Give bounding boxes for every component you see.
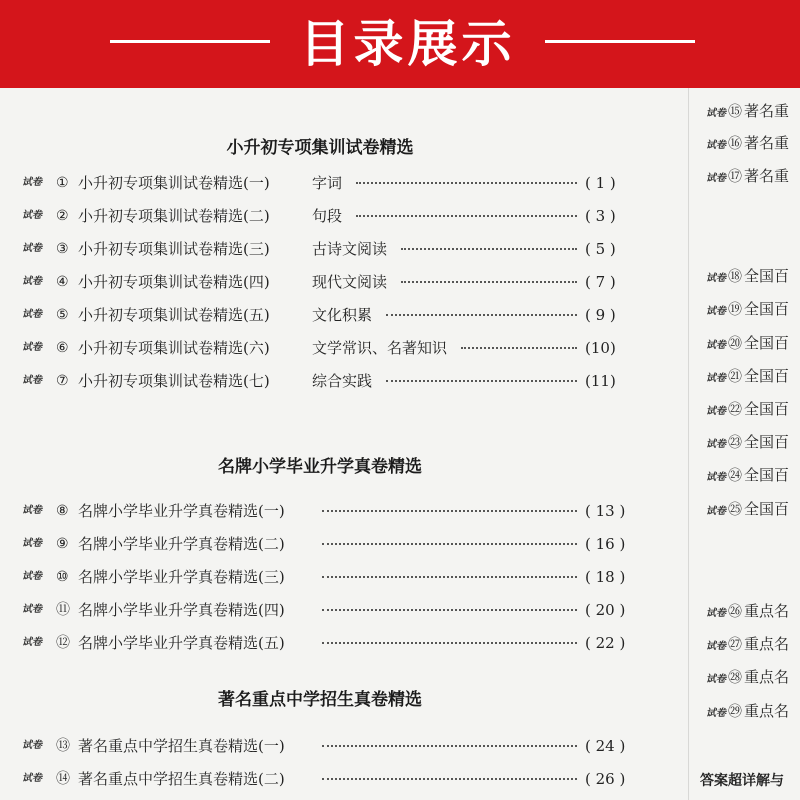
toc-entry-partial[interactable] xyxy=(706,332,789,354)
exam-tag: 试卷 xyxy=(706,173,726,184)
page-number: ( 9 ) xyxy=(585,306,616,324)
toc-entry[interactable] xyxy=(22,735,632,757)
exam-tag: 试卷 xyxy=(706,306,726,317)
exam-tag: 试卷 xyxy=(22,309,42,320)
entry-title: 著名重点中学招生真卷精选(二) xyxy=(78,770,285,788)
toc-entry[interactable] xyxy=(22,370,632,392)
answers-label: 答案超详解与 xyxy=(700,773,784,789)
toc-entry-partial[interactable] xyxy=(706,132,789,154)
entry-title: 全国百 xyxy=(744,400,790,418)
toc-entry[interactable] xyxy=(22,632,632,654)
entry-title: 重点名 xyxy=(744,702,790,720)
exam-number: ㉓ xyxy=(728,435,742,451)
page-number: ( 13 ) xyxy=(585,502,626,520)
exam-number: ④ xyxy=(56,274,69,290)
page-number: (11) xyxy=(585,372,616,390)
page-number: ( 1 ) xyxy=(585,174,616,192)
page-number: ( 26 ) xyxy=(585,770,626,788)
toc-entry-partial[interactable] xyxy=(706,398,789,420)
dot-leader xyxy=(356,215,577,217)
toc-entry[interactable] xyxy=(22,768,632,790)
entry-title: 全国百 xyxy=(744,334,790,352)
column-divider xyxy=(688,88,689,800)
toc-entry-partial[interactable] xyxy=(706,498,789,520)
exam-tag: 试卷 xyxy=(706,472,726,483)
page-number: ( 18 ) xyxy=(585,568,626,586)
exam-tag: 试卷 xyxy=(22,637,42,648)
entry-title: 全国百 xyxy=(744,267,790,285)
entry-title: 著名重点中学招生真卷精选(一) xyxy=(78,737,285,755)
exam-number: ⑰ xyxy=(728,169,742,185)
toc-entry[interactable] xyxy=(22,533,632,555)
entry-title: 全国百 xyxy=(744,367,790,385)
entry-topic: 现代文阅读 xyxy=(312,273,388,291)
exam-tag: 试卷 xyxy=(22,243,42,254)
exam-tag: 试卷 xyxy=(706,674,726,685)
entry-title: 名牌小学毕业升学真卷精选(四) xyxy=(78,601,285,619)
toc-entry[interactable] xyxy=(22,271,632,293)
exam-tag: 试卷 xyxy=(22,538,42,549)
exam-number: ⑮ xyxy=(728,104,742,120)
entry-title: 全国百 xyxy=(744,500,790,518)
section-title: 著名重点中学招生真卷精选 xyxy=(218,690,422,710)
toc-entry-partial[interactable] xyxy=(706,633,789,655)
entry-title: 小升初专项集训试卷精选(五) xyxy=(78,306,270,324)
entry-topic: 文学常识、名著知识 xyxy=(312,339,448,357)
entry-title: 名牌小学毕业升学真卷精选(五) xyxy=(78,634,285,652)
exam-number: ㉑ xyxy=(728,369,742,385)
dot-leader xyxy=(356,182,577,184)
exam-number: ㉘ xyxy=(728,670,742,686)
page-number: ( 20 ) xyxy=(585,601,626,619)
exam-tag: 试卷 xyxy=(22,276,42,287)
exam-tag: 试卷 xyxy=(22,740,42,751)
page-number: ( 3 ) xyxy=(585,207,616,225)
exam-number: ⑦ xyxy=(56,373,69,389)
header-banner xyxy=(0,0,800,88)
entry-title: 著名重 xyxy=(744,102,790,120)
banner-right-line xyxy=(545,40,695,43)
toc-entry[interactable] xyxy=(22,205,632,227)
dot-leader xyxy=(322,609,577,611)
exam-tag: 试卷 xyxy=(706,373,726,384)
exam-number: ② xyxy=(56,208,69,224)
toc-entry-partial[interactable] xyxy=(706,265,789,287)
dot-leader xyxy=(322,778,577,780)
entry-title: 名牌小学毕业升学真卷精选(二) xyxy=(78,535,285,553)
entry-title: 小升初专项集训试卷精选(一) xyxy=(78,174,270,192)
entry-title: 小升初专项集训试卷精选(二) xyxy=(78,207,270,225)
exam-number: ⑨ xyxy=(56,536,69,552)
page-number: ( 24 ) xyxy=(585,737,626,755)
exam-tag: 试卷 xyxy=(22,210,42,221)
exam-number: ㉕ xyxy=(728,502,742,518)
dot-leader xyxy=(322,642,577,644)
dot-leader xyxy=(401,281,577,283)
toc-entry-partial[interactable] xyxy=(706,298,789,320)
exam-number: ⑥ xyxy=(56,340,69,356)
exam-number: ⑩ xyxy=(56,569,69,585)
page-number: ( 5 ) xyxy=(585,240,616,258)
toc-entry[interactable] xyxy=(22,337,632,359)
entry-title: 全国百 xyxy=(744,433,790,451)
exam-number: ⑬ xyxy=(56,738,70,754)
entry-title: 名牌小学毕业升学真卷精选(三) xyxy=(78,568,285,586)
exam-number: ③ xyxy=(56,241,69,257)
toc-entry[interactable] xyxy=(22,599,632,621)
entry-title: 重点名 xyxy=(744,635,790,653)
exam-tag: 试卷 xyxy=(706,708,726,719)
entry-topic: 古诗文阅读 xyxy=(312,240,388,258)
exam-number: ⑤ xyxy=(56,307,69,323)
dot-leader xyxy=(401,248,577,250)
entry-title: 小升初专项集训试卷精选(三) xyxy=(78,240,270,258)
exam-tag: 试卷 xyxy=(706,506,726,517)
toc-entry[interactable] xyxy=(22,172,632,194)
entry-title: 著名重 xyxy=(744,134,790,152)
exam-number: ⑧ xyxy=(56,503,69,519)
exam-number: ㉔ xyxy=(728,468,742,484)
entry-title: 小升初专项集训试卷精选(六) xyxy=(78,339,270,357)
exam-tag: 试卷 xyxy=(22,571,42,582)
exam-number: ㉖ xyxy=(728,604,742,620)
exam-number: ⑭ xyxy=(56,771,70,787)
page-number: ( 16 ) xyxy=(585,535,626,553)
toc-entry-partial[interactable] xyxy=(706,365,789,387)
exam-number: ⑲ xyxy=(728,302,742,318)
exam-number: ⑪ xyxy=(56,602,70,618)
toc-entry-partial[interactable] xyxy=(706,165,789,187)
entry-title: 小升初专项集训试卷精选(七) xyxy=(78,372,270,390)
exam-tag: 试卷 xyxy=(22,342,42,353)
entry-title: 全国百 xyxy=(744,466,790,484)
dot-leader xyxy=(322,510,577,512)
toc-entry[interactable] xyxy=(22,304,632,326)
exam-tag: 试卷 xyxy=(22,375,42,386)
toc-entry-partial[interactable] xyxy=(706,600,789,622)
page-number: (10) xyxy=(585,339,616,357)
page-number: ( 22 ) xyxy=(585,634,626,652)
dot-leader xyxy=(386,380,577,382)
section-title: 小升初专项集训试卷精选 xyxy=(226,138,414,158)
exam-number: ⑯ xyxy=(728,136,742,152)
dot-leader xyxy=(386,314,577,316)
exam-number: ⑳ xyxy=(728,336,742,352)
dot-leader xyxy=(461,347,577,349)
exam-tag: 试卷 xyxy=(22,177,42,188)
toc-entry-partial[interactable] xyxy=(706,666,789,688)
toc-entry[interactable] xyxy=(22,566,632,588)
dot-leader xyxy=(322,576,577,578)
entry-title: 重点名 xyxy=(744,602,790,620)
exam-number: ㉗ xyxy=(728,637,742,653)
exam-number: ㉒ xyxy=(728,402,742,418)
toc-entry-partial[interactable] xyxy=(706,100,789,122)
toc-entry[interactable] xyxy=(22,500,632,522)
toc-entry[interactable] xyxy=(22,238,632,260)
exam-number: ⑫ xyxy=(56,635,70,651)
exam-tag: 试卷 xyxy=(706,608,726,619)
exam-tag: 试卷 xyxy=(22,505,42,516)
exam-tag: 试卷 xyxy=(706,108,726,119)
exam-tag: 试卷 xyxy=(706,439,726,450)
section-title: 名牌小学毕业升学真卷精选 xyxy=(218,457,422,477)
entry-title: 著名重 xyxy=(744,167,790,185)
exam-tag: 试卷 xyxy=(706,273,726,284)
entry-topic: 字词 xyxy=(312,174,343,192)
entry-title: 重点名 xyxy=(744,668,790,686)
page-title: 目录展示 xyxy=(299,15,516,73)
exam-tag: 试卷 xyxy=(22,604,42,615)
toc-entry-partial[interactable] xyxy=(706,431,789,453)
exam-tag: 试卷 xyxy=(706,641,726,652)
entry-topic: 综合实践 xyxy=(312,372,373,390)
exam-number: ① xyxy=(56,175,69,191)
exam-number: ⑱ xyxy=(728,269,742,285)
banner-left-line xyxy=(110,40,270,43)
exam-tag: 试卷 xyxy=(706,406,726,417)
toc-entry-partial[interactable] xyxy=(706,464,789,486)
entry-title: 名牌小学毕业升学真卷精选(一) xyxy=(78,502,285,520)
entry-title: 全国百 xyxy=(744,300,790,318)
entry-topic: 句段 xyxy=(312,207,343,225)
dot-leader xyxy=(322,543,577,545)
exam-number: ㉙ xyxy=(728,704,742,720)
exam-tag: 试卷 xyxy=(706,140,726,151)
page-number: ( 7 ) xyxy=(585,273,616,291)
exam-tag: 试卷 xyxy=(706,340,726,351)
toc-entry-partial[interactable] xyxy=(706,700,789,722)
entry-title: 小升初专项集训试卷精选(四) xyxy=(78,273,270,291)
exam-tag: 试卷 xyxy=(22,773,42,784)
entry-topic: 文化积累 xyxy=(312,306,373,324)
dot-leader xyxy=(322,745,577,747)
